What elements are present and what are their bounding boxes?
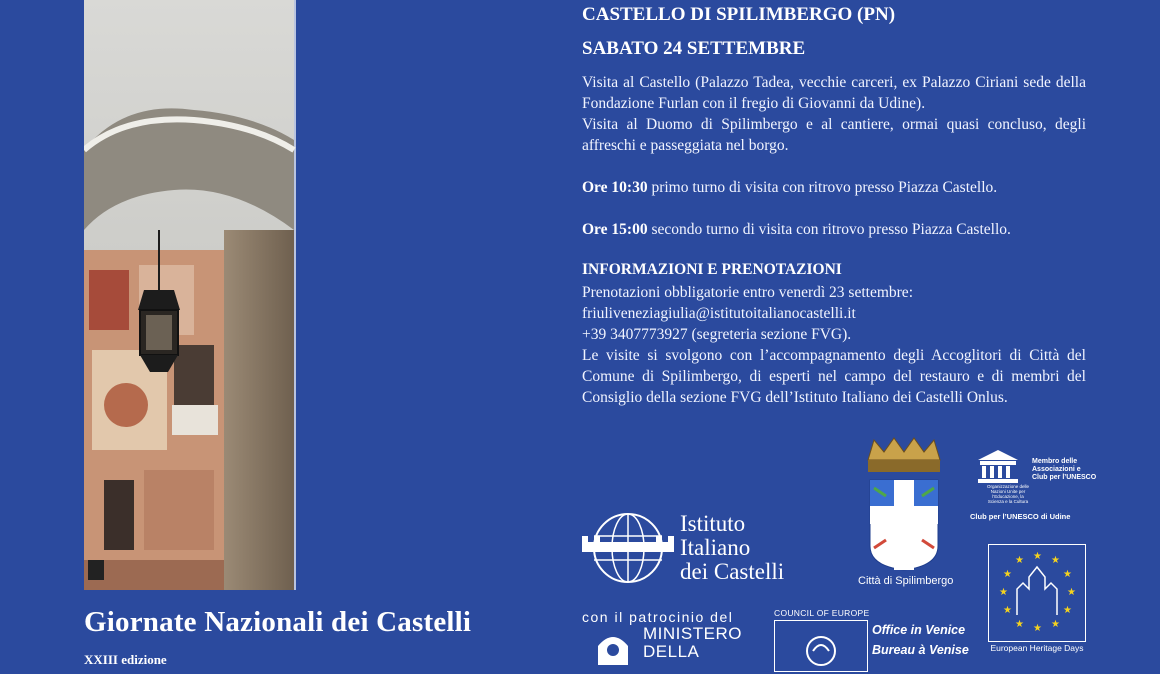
- ministry-name: [643, 625, 742, 661]
- ehd-logo: [988, 544, 1086, 642]
- svg-text:★: ★: [1051, 555, 1060, 566]
- iic-globe-icon: [582, 512, 674, 589]
- svg-text:★: ★: [1003, 605, 1012, 616]
- iic-name: [680, 512, 784, 584]
- castle-photo: [84, 0, 496, 590]
- city-crest-icon: [864, 436, 944, 577]
- unesco-text-2: Associazioni e: [1032, 466, 1081, 473]
- svg-text:★: ★: [1063, 569, 1072, 580]
- description-castle: Visita al Castello (Palazzo Tadea, vecchie carceri, ex Palazzo Ciriani sede della Fondazione Furlan con il fregio di Giovanni da Udine).: [582, 74, 1086, 112]
- booking-deadline: Prenotazioni obbligatorie entro venerdì 23 settembre:: [582, 284, 913, 301]
- svg-text:★: ★: [1015, 555, 1024, 566]
- unesco-subtitle: Organizzazione delle Nazioni Unite per l’Educazione, la Scienza e la Cultura: [986, 484, 1030, 504]
- svg-text:★: ★: [1033, 551, 1042, 562]
- turno-2: [582, 219, 1086, 240]
- ministry-line-1: MINISTERO: [643, 624, 742, 643]
- unesco-member-text: [1032, 458, 1096, 482]
- office-line-1: Office in Venice: [872, 623, 966, 637]
- unesco-temple-icon: [976, 448, 1020, 489]
- visit-note: Le visite si svolgono con l’accompagnamento degli Accoglitori di Città del Comune di Spilimbergo, di esperti nel campo del restauro e di membri del Consiglio della sezione FVG dell’Istituto Italiano dei Castelli Onlus.: [582, 347, 1086, 406]
- booking-email[interactable]: friuliveneziagiulia@istitutoitalianocastelli.it: [582, 305, 856, 322]
- office-line-2: Bureau à Venise: [872, 643, 969, 657]
- patronage-label: con il patrocinio del: [582, 609, 734, 625]
- turno-1: [582, 177, 1086, 198]
- unesco-text-1: Membro delle: [1032, 458, 1078, 465]
- date-title: SABATO 24 SETTEMBRE: [582, 38, 806, 59]
- svg-text:★: ★: [999, 587, 1008, 598]
- svg-text:★: ★: [1003, 569, 1012, 580]
- ehd-label: European Heritage Days: [990, 643, 1084, 653]
- edition-label: XXIII edizione: [84, 652, 167, 667]
- city-name: Città di Spilimbergo: [858, 575, 954, 587]
- event-series-title: Giornate Nazionali dei Castelli: [84, 606, 472, 638]
- coe-logo: [774, 620, 868, 672]
- turno-1-time: Ore 10:30: [582, 179, 648, 196]
- booking-phone[interactable]: +39 3407773927 (segreteria sezione FVG).: [582, 326, 852, 343]
- svg-text:★: ★: [1033, 623, 1042, 634]
- iic-line-2: Italiano: [680, 535, 751, 560]
- description-duomo: Visita al Duomo di Spilimbergo e al cantiere, ormai quasi concluso, degli affreschi e passeggiata nel borgo.: [582, 116, 1086, 154]
- turno-2-text: secondo turno di visita con ritrovo presso Piazza Castello.: [647, 221, 1011, 238]
- svg-text:★: ★: [1015, 619, 1024, 630]
- unesco-text-3: Club per l’UNESCO: [1032, 474, 1097, 481]
- info-heading: INFORMAZIONI E PRENOTAZIONI: [582, 261, 842, 278]
- svg-text:★: ★: [1067, 587, 1076, 598]
- turno-1-text: primo turno di visita con ritrovo presso Piazza Castello.: [647, 179, 998, 196]
- coe-office: [872, 620, 969, 660]
- iic-line-3: dei Castelli: [680, 559, 785, 584]
- iic-line-1: Istituto: [680, 511, 746, 536]
- location-title: CASTELLO DI SPILIMBERGO (PN): [582, 4, 896, 25]
- coe-label: COUNCIL OF EUROPE: [774, 608, 870, 618]
- turno-2-time: Ore 15:00: [582, 221, 648, 238]
- unesco-club-name: Club per l’UNESCO di Udine: [970, 512, 1071, 521]
- ministry-line-2: DELLA: [643, 642, 700, 661]
- ministry-emblem-icon: [588, 628, 638, 670]
- svg-text:★: ★: [1063, 605, 1072, 616]
- svg-text:★: ★: [1051, 619, 1060, 630]
